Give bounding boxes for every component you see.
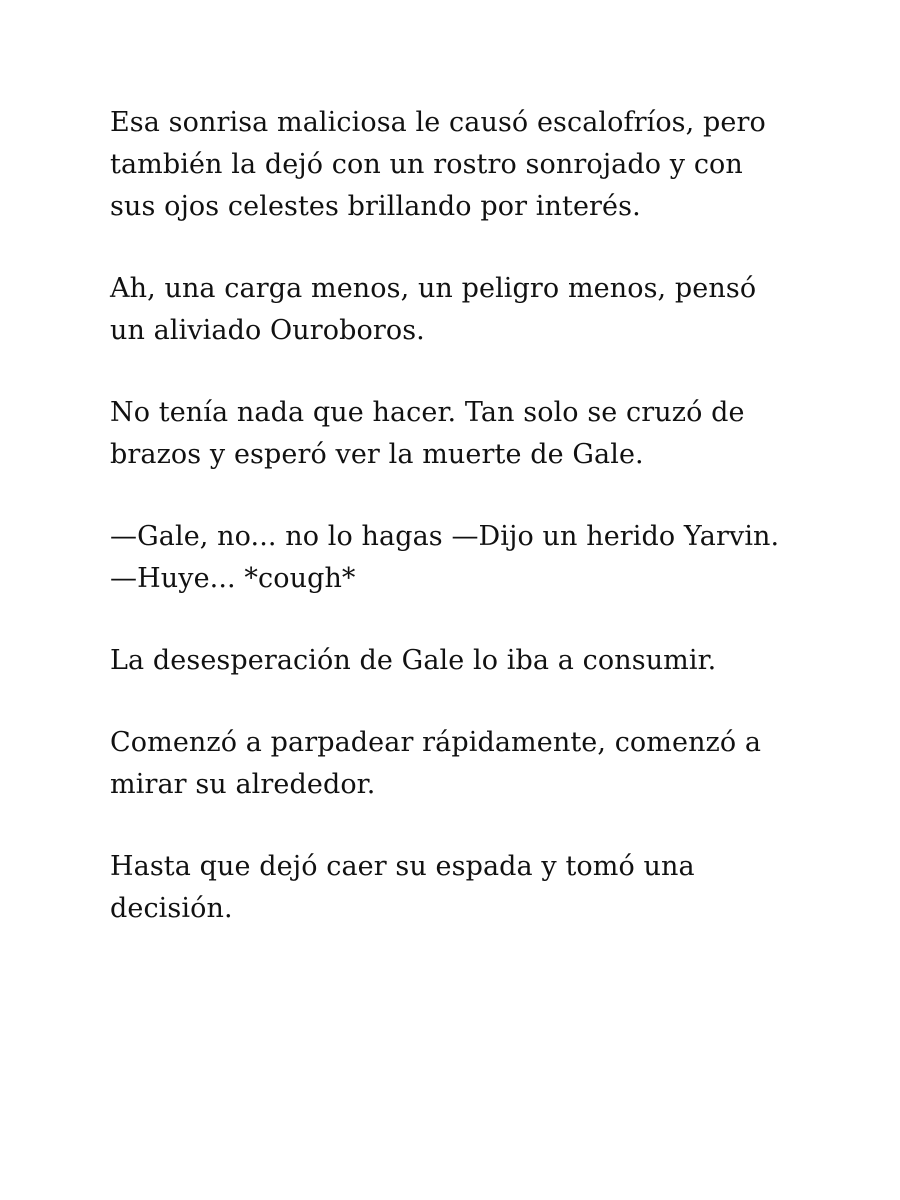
- paragraph-1: Esa sonrisa maliciosa le causó escalofríos, pero también la dejó con un rostro sonrojado y con sus ojos celestes brillando por interés.: [110, 107, 766, 222]
- paragraph-3: No tenía nada que hacer. Tan solo se cruzó de brazos y esperó ver la muerte de Gale.: [110, 397, 745, 470]
- paragraph-2: Ah, una carga menos, un peligro menos, pensó un aliviado Ouroboros.: [110, 273, 757, 346]
- story-text: [110, 102, 810, 970]
- paragraph-5: La desesperación de Gale lo iba a consumir.: [110, 645, 717, 676]
- paragraph-7: Hasta que dejó caer su espada y tomó una decisión.: [110, 851, 695, 924]
- paragraph-6: Comenzó a parpadear rápidamente, comenzó a mirar su alrededor.: [110, 727, 762, 800]
- paragraph-4: —Gale, no... no lo hagas —Dijo un herido Yarvin. —Huye... *cough*: [110, 521, 780, 594]
